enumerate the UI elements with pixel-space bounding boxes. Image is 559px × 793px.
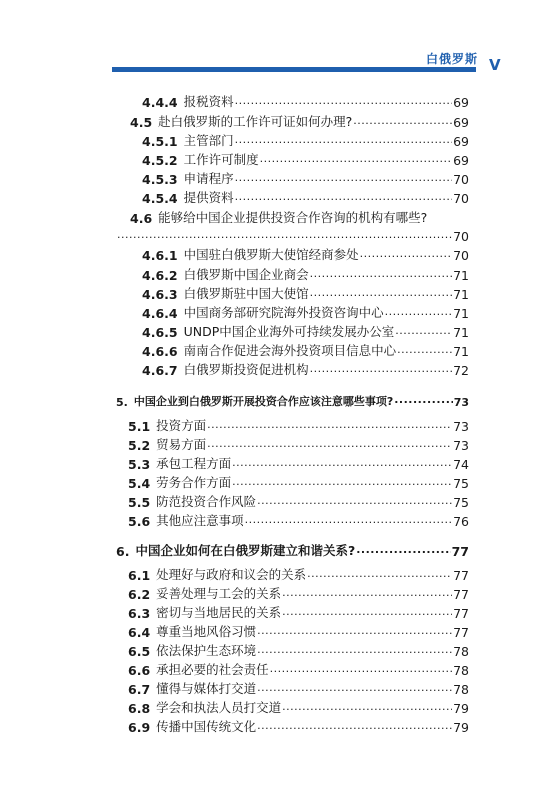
toc-entry-number: 5.2 xyxy=(128,438,151,453)
toc-entry-number: 5.5 xyxy=(128,495,151,510)
toc-leader-dots xyxy=(385,303,452,318)
page-number: V xyxy=(489,56,501,74)
toc-entry-number: 5.3 xyxy=(128,457,151,472)
toc-entry-number: 4.6.3 xyxy=(142,287,178,302)
toc-leader-dots xyxy=(397,341,452,356)
toc-entry-title: 学会和执法人员打交道 xyxy=(156,700,282,715)
toc-entry-page: 77 xyxy=(451,544,469,559)
toc-entry-number: 4.5.2 xyxy=(142,153,178,168)
toc-entry-title: 处理好与政府和议会的关系 xyxy=(156,567,307,582)
toc-entry-number: 4.5.4 xyxy=(142,191,178,206)
toc-entry[interactable] xyxy=(128,582,469,602)
toc-leader-dots xyxy=(260,150,452,165)
toc-entry-page: 69 xyxy=(453,95,469,110)
toc-entry-title: 中国商务部研究院海外投资咨询中心 xyxy=(183,305,384,320)
toc-entry-title: 中国企业到白俄罗斯开展投资合作应该注意哪些事项? xyxy=(133,395,394,408)
toc-entry-page: 79 xyxy=(453,701,469,716)
toc-entry-title: 白俄罗斯投资促进机构 xyxy=(183,362,309,377)
toc-entry-page: 77 xyxy=(453,606,469,621)
toc-entry-page: 77 xyxy=(453,568,469,583)
toc-entry-title: 中国企业如何在白俄罗斯建立和谐关系? xyxy=(135,543,356,558)
toc-entry[interactable] xyxy=(128,490,469,510)
toc-entry-title: 传播中国传统文化 xyxy=(156,719,257,734)
toc-leader-dots xyxy=(310,360,452,375)
toc-entry-page: 77 xyxy=(453,625,469,640)
toc-entry-page: 79 xyxy=(453,720,469,735)
toc-entry-page: 74 xyxy=(453,457,469,472)
toc-entry[interactable] xyxy=(128,433,469,453)
toc-section-heading[interactable] xyxy=(116,389,469,409)
toc-leader-dots xyxy=(257,717,452,732)
toc-entry[interactable] xyxy=(128,471,469,491)
toc-entry-title: 南南合作促进会海外投资项目信息中心 xyxy=(183,343,397,358)
toc-entry-page: 70 xyxy=(453,229,469,244)
toc-entry[interactable] xyxy=(128,601,469,621)
toc-entry-number: 4.6.5 xyxy=(142,325,178,340)
toc-leader-dots xyxy=(394,393,452,406)
toc-entry-title: 依法保护生态环境 xyxy=(156,643,257,658)
toc-entry-page: 70 xyxy=(453,248,469,263)
toc-leader-dots xyxy=(257,622,452,637)
toc-entry-number: 4.6.7 xyxy=(142,363,178,378)
toc-entry-page: 69 xyxy=(453,115,469,130)
toc-entry-number: 6.4 xyxy=(128,625,151,640)
toc-entry[interactable] xyxy=(128,677,469,697)
toc-leader-dots xyxy=(235,169,452,184)
toc-leader-dots xyxy=(310,284,452,299)
toc-entry-number: 6.5 xyxy=(128,644,151,659)
toc-leader-dots xyxy=(353,112,452,127)
toc-entry-page: 73 xyxy=(453,396,469,409)
toc-entry-number: 6.6 xyxy=(128,663,151,678)
toc-leader-dots xyxy=(257,679,452,694)
toc-entry[interactable] xyxy=(128,620,469,640)
toc-entry[interactable] xyxy=(142,186,469,206)
toc-entry-number: 4.6.2 xyxy=(142,268,178,283)
toc-entry-title: 劳务合作方面 xyxy=(156,475,232,490)
toc-leader-dots xyxy=(232,454,452,469)
toc-entry-title: 承担必要的社会责任 xyxy=(156,662,269,677)
toc-entry-number: 6.9 xyxy=(128,720,151,735)
toc-leader-dots xyxy=(360,245,452,260)
toc-entry-title: 尊重当地风俗习惯 xyxy=(156,624,257,639)
toc-leader-dots xyxy=(282,584,452,599)
toc-entry-number: 4.6 xyxy=(130,211,153,226)
toc-entry-title: 投资方面 xyxy=(156,418,207,433)
toc-entry-page: 71 xyxy=(453,306,469,321)
toc-entry[interactable] xyxy=(128,452,469,472)
toc-section-heading[interactable] xyxy=(116,539,469,559)
toc-entry-title: 白俄罗斯驻中国大使馆 xyxy=(183,286,309,301)
toc-entry[interactable] xyxy=(128,639,469,659)
toc-entry[interactable] xyxy=(142,339,469,359)
toc-entry[interactable] xyxy=(128,658,469,678)
toc-entry-title: 贸易方面 xyxy=(156,437,207,452)
toc-entry-page: 77 xyxy=(453,587,469,602)
toc-entry-page: 71 xyxy=(453,268,469,283)
toc-entry-number: 4.5.3 xyxy=(142,172,178,187)
toc-entry[interactable] xyxy=(142,167,469,187)
toc-entry-page: 75 xyxy=(453,495,469,510)
toc-leader-dots xyxy=(117,226,452,241)
toc-leader-dots xyxy=(270,660,452,675)
toc-entry-title: 报税资料 xyxy=(183,94,234,109)
toc-entry[interactable] xyxy=(142,282,469,302)
toc-leader-dots xyxy=(282,698,452,713)
toc-entry-page: 73 xyxy=(453,419,469,434)
toc-entry-number: 5.1 xyxy=(128,419,151,434)
toc-entry-number: 6.8 xyxy=(128,701,151,716)
toc-entry-title: 赴白俄罗斯的工作许可证如何办理? xyxy=(158,114,353,129)
toc-entry-page: 78 xyxy=(453,644,469,659)
toc-entry-page: 73 xyxy=(453,438,469,453)
toc-entry[interactable] xyxy=(128,509,469,529)
toc-entry[interactable] xyxy=(130,110,469,130)
toc-entry-title: 申请程序 xyxy=(183,171,234,186)
toc-entry-number: 6. xyxy=(116,544,130,559)
toc-entry-title: 白俄罗斯中国企业商会 xyxy=(183,267,309,282)
toc-entry[interactable] xyxy=(128,696,469,716)
toc-entry-number: 4.4.4 xyxy=(142,95,178,110)
toc-entry[interactable] xyxy=(142,320,469,340)
toc-entry-page: 71 xyxy=(453,287,469,302)
toc-entry-number: 6.7 xyxy=(128,682,151,697)
toc-entry-number: 4.5.1 xyxy=(142,134,178,149)
toc-entry[interactable] xyxy=(142,301,469,321)
toc-entry[interactable] xyxy=(142,148,469,168)
toc-entry-title: UNDP中国企业海外可持续发展办公室 xyxy=(183,324,395,339)
toc-entry[interactable] xyxy=(142,90,469,110)
toc-leader-dots xyxy=(395,322,452,337)
toc-leader-dots xyxy=(257,492,452,507)
toc-entry-title: 懂得与媒体打交道 xyxy=(156,681,257,696)
toc-entry-page: 70 xyxy=(453,191,469,206)
toc-leader-dots xyxy=(307,565,452,580)
toc-entry-page: 76 xyxy=(453,514,469,529)
toc-leader-dots xyxy=(257,641,452,656)
toc-entry-number: 6.2 xyxy=(128,587,151,602)
toc-leader-dots xyxy=(282,603,452,618)
toc-entry-title: 工作许可制度 xyxy=(183,152,259,167)
toc-leader-dots xyxy=(235,188,452,203)
toc-entry-number: 4.6.6 xyxy=(142,344,178,359)
toc-entry-title: 密切与当地居民的关系 xyxy=(156,605,282,620)
toc-entry-title: 其他应注意事项 xyxy=(156,513,244,528)
toc-entry-title: 妥善处理与工会的关系 xyxy=(156,586,282,601)
toc-leader-dots xyxy=(356,541,450,556)
toc-entry-page: 69 xyxy=(453,134,469,149)
toc-leader-dots xyxy=(207,416,452,431)
toc-entry-page: 71 xyxy=(453,325,469,340)
toc-entry-page: 70 xyxy=(453,172,469,187)
toc-entry-title: 提供资料 xyxy=(183,190,234,205)
toc-entry-title: 承包工程方面 xyxy=(156,456,232,471)
toc-entry-title: 主管部门 xyxy=(183,133,234,148)
toc-entry[interactable] xyxy=(128,563,469,583)
toc-entry-number: 5. xyxy=(116,396,128,409)
toc-entry-title: 防范投资合作风险 xyxy=(156,494,257,509)
toc-entry-number: 5.4 xyxy=(128,476,151,491)
toc-entry[interactable] xyxy=(142,263,469,283)
toc-entry-page: 75 xyxy=(453,476,469,491)
toc-entry[interactable] xyxy=(130,206,469,226)
toc-leader-dots xyxy=(232,473,452,488)
toc-entry[interactable] xyxy=(142,243,469,263)
toc-entry[interactable] xyxy=(142,129,469,149)
toc-entry[interactable] xyxy=(142,358,469,378)
toc-leader-dots xyxy=(235,92,452,107)
toc-entry-number: 6.1 xyxy=(128,568,151,583)
toc-entry-number: 5.6 xyxy=(128,514,151,529)
toc-entry-number: 4.6.4 xyxy=(142,306,178,321)
toc-leader-dots xyxy=(235,131,452,146)
toc-entry-page: 69 xyxy=(453,153,469,168)
toc-entry-number: 6.3 xyxy=(128,606,151,621)
toc-entry-title: 中国驻白俄罗斯大使馆经商参处 xyxy=(183,247,359,262)
toc-leader-dots xyxy=(310,265,452,280)
toc-leader-dots xyxy=(207,435,452,450)
toc-entry-page: 78 xyxy=(453,663,469,678)
toc-entry-page: 72 xyxy=(453,363,469,378)
toc-entry-page: 78 xyxy=(453,682,469,697)
toc-entry-number: 4.5 xyxy=(130,115,153,130)
toc-entry-page: 71 xyxy=(453,344,469,359)
toc-entry[interactable] xyxy=(128,715,469,735)
toc-entry-title: 能够给中国企业提供投资合作咨询的机构有哪些? xyxy=(158,210,428,225)
toc-entry[interactable] xyxy=(128,414,469,434)
toc-entry-continuation[interactable] xyxy=(116,224,469,244)
toc-entry-number: 4.6.1 xyxy=(142,248,178,263)
toc-leader-dots xyxy=(245,511,452,526)
running-header-title: 白俄罗斯 xyxy=(426,52,479,66)
